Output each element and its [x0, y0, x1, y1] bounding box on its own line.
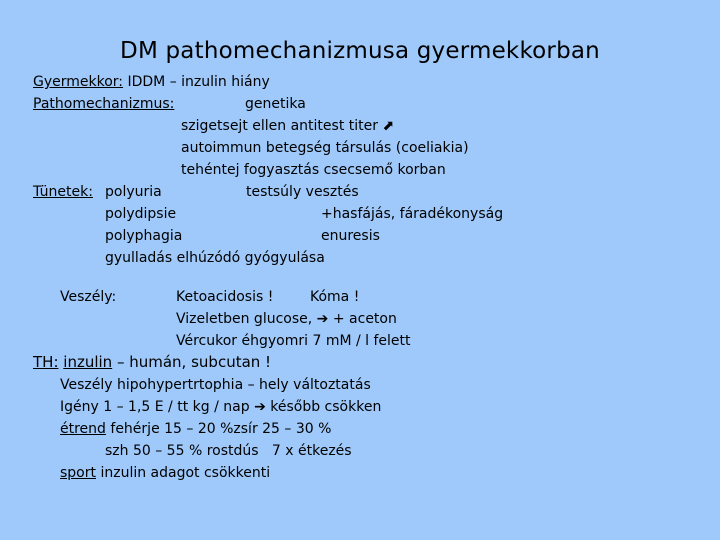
line-pathomechanizmus-label: [33, 95, 174, 113]
text-feherje: fehérje 15 – 20 %zsír 25 – 30 %: [110, 421, 332, 437]
text-igeny: Igény 1 – 1,5 E / tt kg / nap: [60, 399, 250, 415]
symptom-testsuly: testsúly vesztés: [246, 184, 359, 200]
arrow-right-icon: ➔: [316, 311, 329, 327]
value-iddm: IDDM – inzulin hiány: [127, 74, 270, 90]
line-sport: [60, 464, 270, 482]
slide-title: DM pathomechanizmusa gyermekkorban: [120, 38, 600, 64]
text-antitest: szigetsejt ellen antitest titer: [181, 118, 378, 134]
danger-koma: Kóma !: [310, 289, 360, 305]
arrow-right-icon: ➔: [254, 399, 266, 415]
label-veszely: Veszély:: [60, 289, 117, 305]
line-th: [33, 353, 271, 371]
symptom-hasfajas: +hasfájás, fáradékonyság: [321, 206, 504, 222]
line-vizelet: [176, 310, 397, 328]
label-th: TH:: [33, 353, 59, 371]
label-gyermekkor: Gyermekkor:: [33, 74, 124, 90]
line-tehentej: tehéntej fogyasztás csecsemő korban: [181, 162, 446, 178]
danger-ketoacidosis: Ketoacidosis !: [176, 289, 274, 305]
text-aceton: + aceton: [332, 311, 397, 327]
symptom-polydipsie: polydipsie: [105, 206, 177, 222]
symptom-polyuria: polyuria: [105, 184, 162, 200]
value-genetika: genetika: [245, 96, 306, 112]
text-kesobb: később csökken: [270, 399, 382, 415]
text-sport: inzulin adagot csökkenti: [100, 465, 271, 481]
label-pathomechanizmus: Pathomechanizmus:: [33, 96, 175, 112]
label-sport: sport: [60, 465, 96, 481]
line-autoimmun: autoimmun betegség társulás (coeliakia): [181, 140, 469, 156]
line-vercukor: Vércukor éhgyomri 7 mM / l felett: [176, 333, 411, 349]
label-etrend: étrend: [60, 421, 106, 437]
label-tunetek-text: Tünetek:: [33, 184, 93, 200]
label-tunetek: [33, 183, 93, 201]
text-inzulin: inzulin: [63, 353, 113, 371]
text-vizelet: Vizeletben glucose,: [176, 311, 313, 327]
line-veszely-hipo: Veszély hipohypertrtophia – hely változtatás: [60, 377, 371, 393]
symptom-enuresis: enuresis: [321, 228, 380, 244]
line-gyermekkor: [33, 73, 270, 91]
arrow-up-right-icon: ⬈: [382, 118, 395, 134]
line-antitest: [181, 117, 394, 135]
text-human-subcutan: – humán, subcutan !: [116, 353, 272, 371]
symptom-polyphagia: polyphagia: [105, 228, 183, 244]
symptom-gyulladas: gyulladás elhúzódó gyógyulása: [105, 250, 325, 266]
line-szh: szh 50 – 55 % rostdús 7 x étkezés: [105, 443, 352, 459]
line-igeny: [60, 398, 381, 416]
line-etrend: [60, 420, 331, 438]
